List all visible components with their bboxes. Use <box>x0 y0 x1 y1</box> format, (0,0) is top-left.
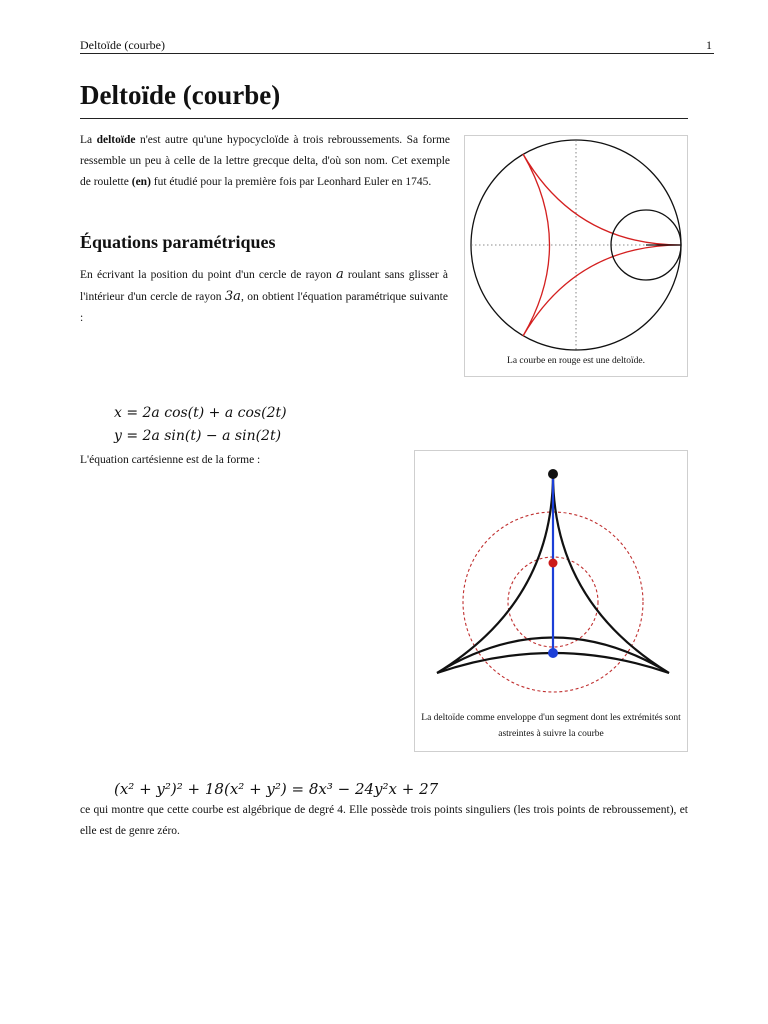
title-rule <box>80 118 688 119</box>
running-header-title: Deltoïde (courbe) <box>80 38 165 52</box>
intro-paragraph <box>80 130 450 193</box>
var-a: a <box>335 267 344 282</box>
equation-y: y = 2a sin(t) − a sin(2t) <box>114 428 282 444</box>
roulette-en-link[interactable]: (en) <box>131 176 151 188</box>
conclusion-paragraph: ce qui montre que cette courbe est algébrique de degré 4. Elle possède trois points singuliers (les trois points de rebroussement), et elle est de genre zéro. <box>80 804 688 837</box>
figure2-caption: La deltoïde comme enveloppe d'un segment dont les extrémités sont astreintes à suivre la courbe <box>421 713 681 739</box>
parametric-intro <box>80 264 448 329</box>
intro-term: deltoïde <box>96 134 136 146</box>
equation-cartesian: (x² + y²)² + 18(x² + y²) = 8x³ − 24y²x + 27 <box>114 780 439 798</box>
section-heading: Équations paramétriques <box>80 232 276 252</box>
intro-text-a: n'est autre qu'une hypocycloïde à trois rebroussements. Sa forme ressemble un peu à celle de la lettre grecque delta, d'où son nom. Cet exemple de roulette <box>80 134 450 188</box>
var-3a: 3a <box>224 289 241 304</box>
segment-end-bottom <box>548 648 558 658</box>
figure2-drawing <box>415 451 687 706</box>
page-number: 1 <box>706 38 712 52</box>
segment-end-top <box>548 469 558 479</box>
figure1-drawing <box>465 136 687 351</box>
intro-text-b: fut étudié pour la première fois par Leonhard Euler en 1745. <box>150 176 432 188</box>
equation-x: x = 2a cos(t) + a cos(2t) <box>114 405 287 421</box>
segment-midpoint <box>549 559 558 568</box>
figure-deltoid-envelope <box>414 450 688 752</box>
cartesian-intro: L'équation cartésienne est de la forme : <box>80 454 261 466</box>
parametric-text-b: roulant sans glisser à l'intérieur d'un cercle de rayon <box>80 269 449 303</box>
figure1-caption: La courbe en rouge est une deltoïde. <box>507 356 645 366</box>
parametric-text-a: En écrivant la position du point d'un cercle de rayon <box>80 269 336 281</box>
intro-prefix: La <box>80 134 97 146</box>
figure-deltoid-rolling <box>464 135 688 377</box>
page-title: Deltoïde (courbe) <box>80 80 281 110</box>
header-rule <box>80 53 714 54</box>
parametric-text-c: , on obtient l'équation paramétrique suivante : <box>80 291 448 324</box>
